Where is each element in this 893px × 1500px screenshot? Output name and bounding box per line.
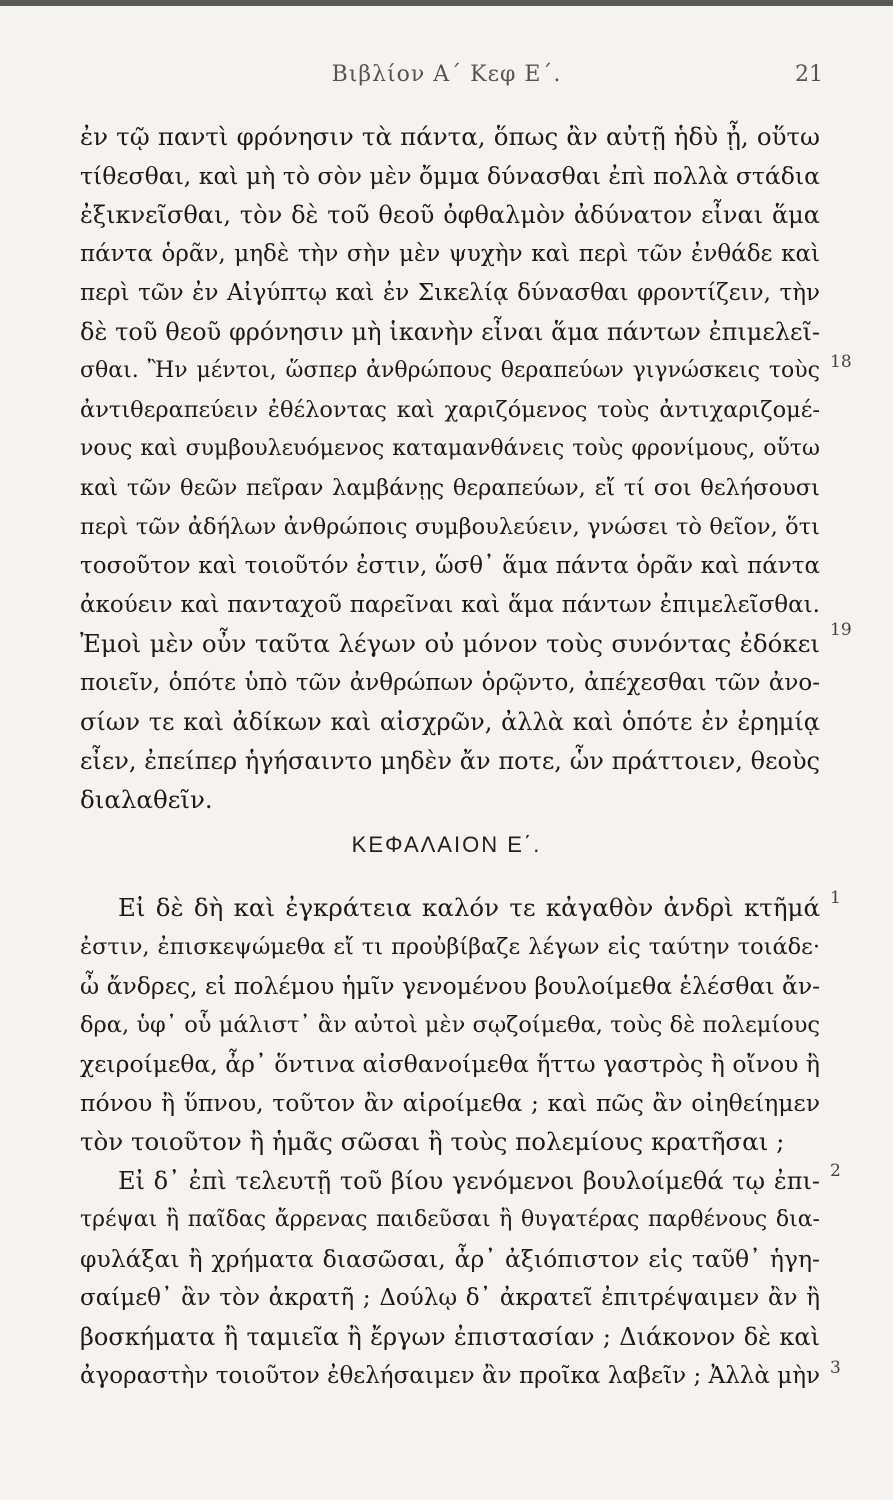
text-line: διαλαθεῖν. (80, 785, 213, 814)
text-line: πάντα ὁρᾶν, μηδὲ τὴν σὴν μὲν ψυχὴν καὶ περὶ τῶν ἐνθάδε καὶ (80, 241, 820, 267)
margin-section-number: 18 (830, 352, 852, 372)
text-line: δρα, ὑφ᾽ οὗ μάλιστ᾽ ἂν αὐτοὶ μὲν σῳζοίμεθα, τοὺς δὲ πολεμίους (80, 1012, 820, 1038)
text-line: σαίμεθ᾽ ἂν τὸν ἀκρατῆ ; Δούλῳ δ᾽ ἀκρατεῖ ἐπιτρέψαιμεν ἂν ἢ (80, 1285, 820, 1311)
text-line: σθαι. Ἢν μέντοι, ὥσπερ ἀνθρώπους θεραπεύων γιγνώσκεις τοὺς (80, 358, 820, 383)
margin-section-number: 2 (830, 1161, 841, 1181)
margin-section-number: 1 (830, 888, 841, 908)
page-number: 21 (795, 62, 823, 87)
text-line: ποιεῖν, ὁπότε ὑπὸ τῶν ἀνθρώπων ὁρῷντο, ἀπέχεσθαι τῶν ἀνο- (80, 670, 820, 696)
text-line: περὶ τῶν ἐν Αἰγύπτῳ καὶ ἐν Σικελίᾳ δύνασθαι φροντίζειν, τὴν (80, 280, 820, 306)
text-line: χειροίμεθα, ἆρ᾽ ὅντινα αἰσθανοίμεθα ἥττω γαστρὸς ἢ οἴνου ἢ (80, 1050, 820, 1078)
running-header-title: Βιβλίον Α΄ Κεφ Ε΄. (331, 62, 562, 87)
text-line: ὦ ἄνδρες, εἰ πολέμου ἡμῖν γενομένου βουλοίμεθα ἑλέσθαι ἄν- (80, 972, 821, 1000)
text-line: ἀντιθεραπεύειν ἐθέλοντας καὶ χαριζόμενος τοὺς ἀντιχαριζομέ- (80, 397, 820, 423)
text-line: δὲ τοῦ θεοῦ φρόνησιν μὴ ἱκανὴν εἶναι ἅμα πάντων ἐπιμελεῖ- (80, 318, 820, 346)
text-line: τρέψαι ἢ παῖδας ἄρρενας παιδεῦσαι ἢ θυγατέρας παρθένους δια- (80, 1207, 820, 1232)
text-line: φυλάξαι ἢ χρήματα διασῶσαι, ἆρ᾽ ἀξιόπιστον εἰς ταῦθ᾽ ἡγη- (80, 1245, 820, 1273)
text-line: ἐστιν, ἐπισκεψώμεθα εἴ τι προὐβίβαζε λέγων εἰς ταύτην τοιάδε· (80, 934, 820, 960)
text-line: Εἰ δὲ δὴ καὶ ἐγκράτεια καλόν τε κἀγαθὸν ἀνδρὶ κτῆμά (118, 893, 820, 922)
text-line: πόνου ἢ ὕπνου, τοῦτον ἂν αἱροίμεθα ; καὶ πῶς ἂν οἰηθείημεν (80, 1089, 820, 1117)
text-line: Ἐμοὶ μὲν οὖν ταῦτα λέγων οὐ μόνον τοὺς συνόντας ἐδόκει (80, 629, 820, 658)
text-line: βοσκήματα ἢ ταμιεῖα ἢ ἔργων ἐπιστασίαν ; Διάκονον δὲ καὶ (80, 1323, 820, 1351)
text-line: περὶ τῶν ἀδήλων ἀνθρώποις συμβουλεύειν, γνώσει τὸ θεῖον, ὅτι (80, 514, 820, 540)
margin-section-number: 3 (830, 1358, 841, 1378)
text-line: σίων τε καὶ ἀδίκων καὶ αἰσχρῶν, ἀλλὰ καὶ ὁπότε ἐν ἐρημίᾳ (80, 708, 820, 736)
text-line: τοσοῦτον καὶ τοιοῦτόν ἐστιν, ὥσθ᾽ ἅμα πάντα ὁρᾶν καὶ πάντα (80, 553, 820, 579)
text-line: καὶ τῶν θεῶν πεῖραν λαμβάνῃς θεραπεύων, εἴ τί σοι θελήσουσι (80, 475, 820, 501)
text-line: ἐν τῷ παντὶ φρόνησιν τὰ πάντα, ὅπως ἂν αὐτῇ ἡδὺ ᾖ, οὕτω (80, 122, 820, 151)
text-line: τίθεσθαι, καὶ μὴ τὸ σὸν μὲν ὄμμα δύνασθαι ἐπὶ πολλὰ στάδια (80, 162, 820, 190)
text-line: ἀγοραστὴν τοιοῦτον ἐθελήσαιμεν ἂν προῖκα λαβεῖν ; Ἀλλὰ μὴν (80, 1363, 820, 1389)
chapter-heading: ΚΕΦΑΛΑΙΟΝ Ε΄. (351, 832, 542, 857)
top-border-rule (0, 0, 893, 6)
text-line: ἐξικνεῖσθαι, τὸν δὲ τοῦ θεοῦ ὀφθαλμὸν ἀδύνατον εἶναι ἅμα (80, 201, 820, 229)
text-line: εἶεν, ἐπείπερ ἡγήσαιντο μηδὲν ἄν ποτε, ὧν πράττοιεν, θεοὺς (80, 747, 820, 775)
text-line: ἀκούειν καὶ πανταχοῦ παρεῖναι καὶ ἅμα πάντων ἐπιμελεῖσθαι. (80, 592, 820, 618)
text-line: νους καὶ συμβουλευόμενος καταμανθάνεις τοὺς φρονίμους, οὕτω (80, 436, 820, 461)
text-line: Εἰ δ᾽ ἐπὶ τελευτῇ τοῦ βίου γενόμενοι βουλοίμεθά τῳ ἐπι- (118, 1167, 820, 1195)
text-line: τὸν τοιοῦτον ἢ ἡμᾶς σῶσαι ἢ τοὺς πολεμίους κρατῆσαι ; (80, 1127, 785, 1156)
margin-section-number: 19 (830, 620, 852, 640)
